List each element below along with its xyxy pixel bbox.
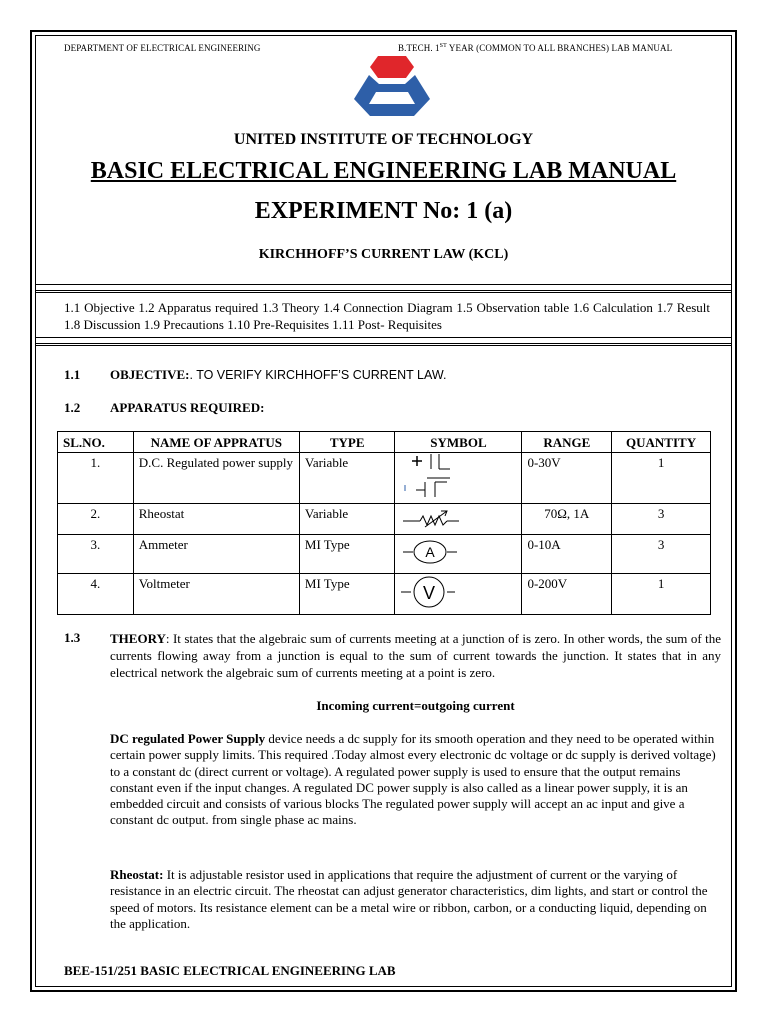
table-row — [58, 453, 711, 504]
kcl-equation: Incoming current=outgoing current — [316, 698, 515, 713]
cell-sl: 2. — [58, 504, 134, 535]
divider — [35, 290, 732, 293]
header-department: DEPARTMENT OF ELECTRICAL ENGINEERING — [64, 43, 261, 53]
cell-type: Variable — [299, 453, 395, 504]
cell-quantity: 1 — [612, 453, 711, 504]
apparatus-section — [64, 400, 264, 416]
cell-quantity: 1 — [612, 574, 711, 615]
objective-text: . TO VERIFY KIRCHHOFF’S CURRENT LAW. — [189, 368, 447, 382]
header-course: B.TECH. 1ST YEAR (COMMON TO ALL BRANCHES) LAB MANUAL — [398, 43, 673, 53]
divider — [35, 343, 732, 346]
ammeter-label: A — [425, 544, 436, 560]
section-title: OBJECTIVE: — [110, 367, 190, 382]
cell-sl: 4. — [58, 574, 134, 615]
cell-name: Rheostat — [133, 504, 299, 535]
contents-list: 1.1 Objective 1.2 Apparatus required 1.3 Theory 1.4 Connection Diagram 1.5 Observation table 1.6 Calculation 1.7 Result 1.8 Discussion 1.9 Precautions 1.10 Pre-Requisites 1.11 Post- Requisites — [64, 300, 710, 332]
cell-name: Ammeter — [133, 535, 299, 574]
column-header: NAME OF APPRATUS — [133, 432, 299, 453]
cell-name: D.C. Regulated power supply — [133, 453, 299, 504]
divider — [35, 284, 732, 285]
table-row — [58, 574, 711, 615]
column-header: RANGE — [522, 432, 612, 453]
experiment-number: EXPERIMENT No: 1 (a) — [254, 198, 513, 224]
section-number: 1.1 — [64, 367, 81, 382]
rheostat-paragraph — [110, 867, 720, 932]
cell-type: MI Type — [299, 574, 395, 615]
theory-paragraph — [110, 630, 721, 681]
cell-sl: 1. — [58, 453, 134, 504]
section-number: 1.2 — [64, 400, 81, 415]
cell-symbol — [395, 574, 522, 615]
term-label: Rheostat: — [110, 867, 164, 882]
section-number: 1.3 — [64, 630, 81, 645]
dc-source-icon — [395, 453, 521, 499]
voltmeter-icon — [395, 574, 521, 610]
institute-name: UNITED INSTITUTE OF TECHNOLOGY — [233, 131, 534, 148]
divider — [35, 337, 732, 338]
experiment-title: KIRCHHOFF’S CURRENT LAW (KCL) — [258, 247, 509, 262]
cell-sl: 3. — [58, 535, 134, 574]
paragraph-text: It is adjustable resistor used in applications that require the adjustment of current or the varying of resistance in an electric circuit. The rheostat can adjust generator characteristics, dim lights, and start or control the speed of motors. Its resistance element can be a metal wire or ribbon, carbon, or a conducting liquid, depending on the application. — [110, 867, 708, 931]
term-label: DC regulated Power Supply — [110, 731, 266, 746]
cell-range: 0-30V — [522, 453, 612, 504]
voltmeter-label: V — [423, 583, 436, 603]
cell-type: Variable — [299, 504, 395, 535]
cell-range: 0-200V — [522, 574, 612, 615]
section-title: THEORY — [110, 631, 166, 646]
apparatus-table — [57, 431, 711, 615]
cell-range: 0-10A — [522, 535, 612, 574]
cell-symbol — [395, 453, 522, 504]
table-row — [58, 535, 711, 574]
ammeter-icon — [395, 535, 521, 569]
cell-quantity: 3 — [612, 504, 711, 535]
table-header-row — [58, 432, 711, 453]
objective-section — [64, 367, 446, 383]
column-header: SYMBOL — [395, 432, 522, 453]
cell-quantity: 3 — [612, 535, 711, 574]
cell-type: MI Type — [299, 535, 395, 574]
column-header: QUANTITY — [612, 432, 711, 453]
column-header: SL.NO. — [58, 432, 134, 453]
page-footer: BEE-151/251 BASIC ELECTRICAL ENGINEERING LAB — [64, 963, 396, 978]
section-title: APPARATUS REQUIRED: — [110, 400, 265, 415]
paragraph-text: device needs a dc supply for its smooth operation and they need to be operated within certain power supply limits. This required .Today almost every electronic dc voltage or dc supply is derived voltage) to a constant dc (direct current or voltage). A regulated power supply is used to ensure that the output remains constant even if the input changes. A regulated DC power supply is also called as a linear power supply, it is an embedded circuit and consists of various blocks The regulated power supply will accept an ac input and give a constant dc output. from single phase ac mains. — [110, 731, 716, 828]
institute-logo-icon — [352, 52, 432, 118]
cell-range: 70Ω, 1A — [522, 504, 612, 535]
theory-text: : It states that the algebraic sum of currents meeting at a junction of is zero. In other words, the sum of the currents flowing away from a junction is equal to the sum of current towards the junction. It states that in any electrical network the algebraic sum of currents meeting at a point is zero. — [110, 631, 721, 680]
rheostat-icon — [395, 504, 521, 530]
cell-symbol — [395, 504, 522, 535]
table-row — [58, 504, 711, 535]
column-header: TYPE — [299, 432, 395, 453]
dc-supply-paragraph — [110, 731, 720, 829]
cell-name: Voltmeter — [133, 574, 299, 615]
manual-title: BASIC ELECTRICAL ENGINEERING LAB MANUAL — [90, 158, 677, 184]
cell-symbol — [395, 535, 522, 574]
